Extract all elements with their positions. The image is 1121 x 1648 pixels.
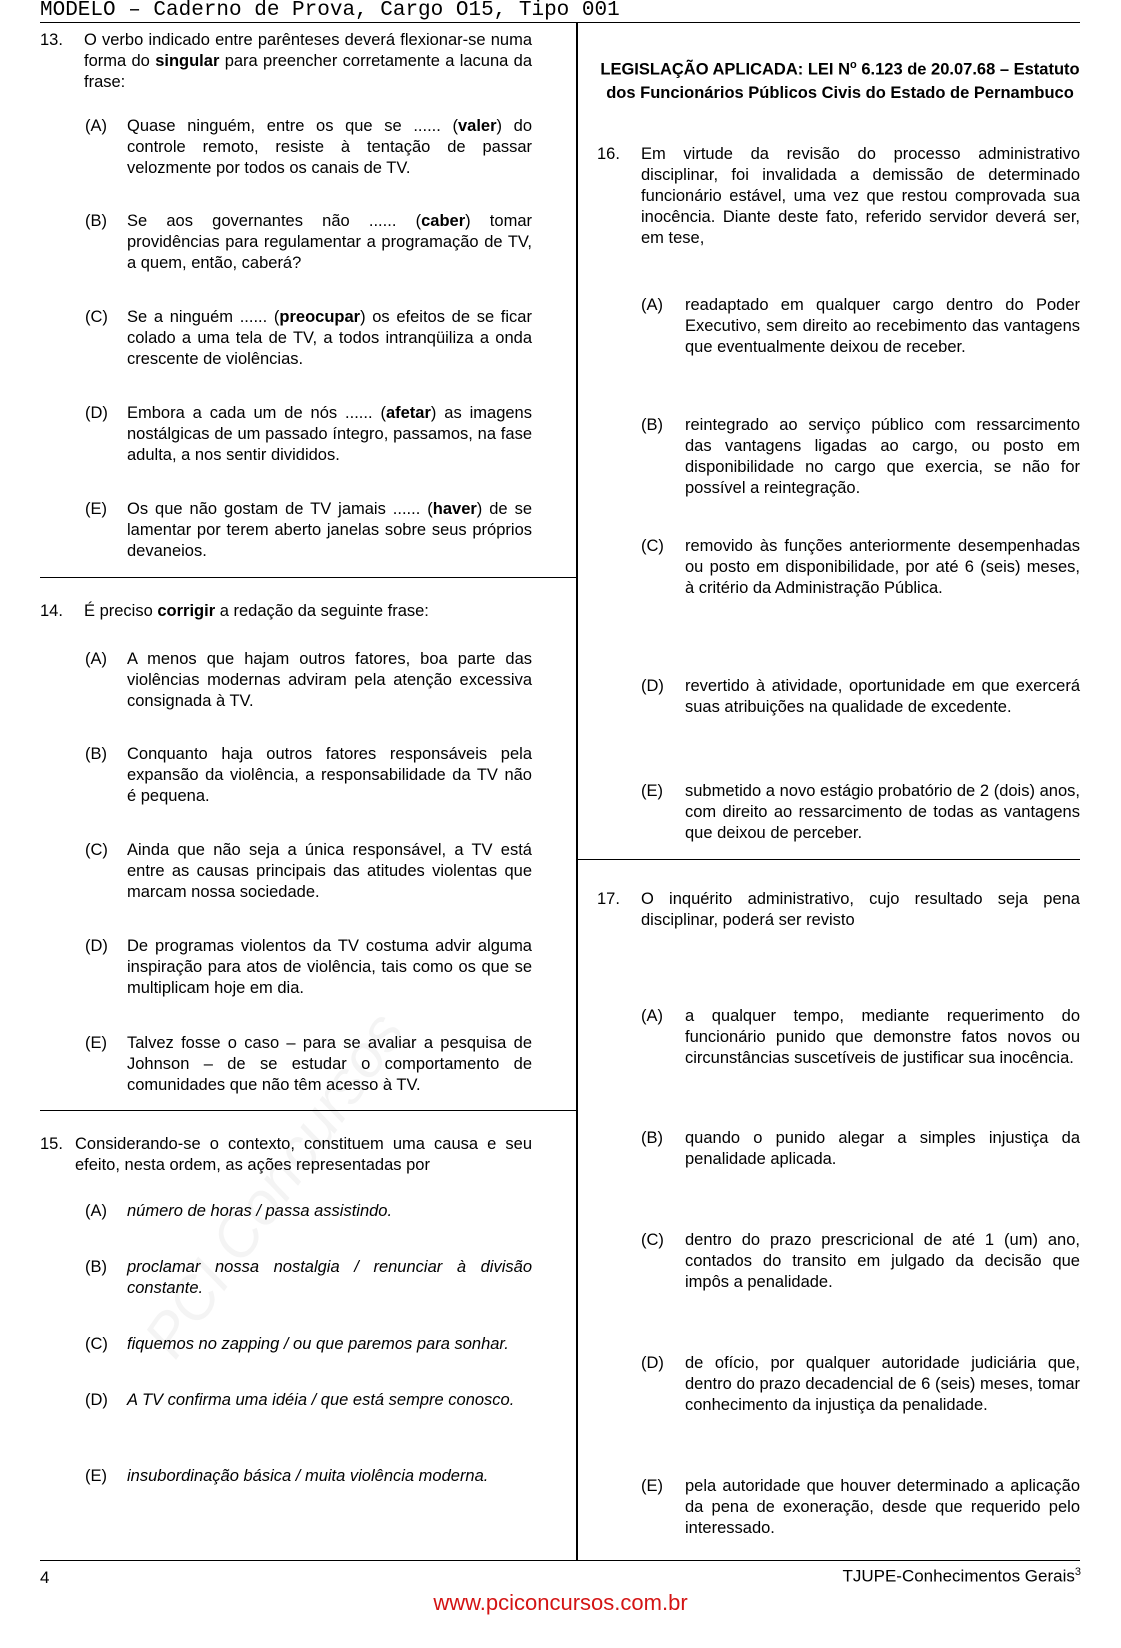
option-letter: (C) xyxy=(641,537,664,555)
page-number: 4 xyxy=(40,1568,50,1587)
option-letter: (B) xyxy=(85,212,107,230)
question-number: 15. xyxy=(40,1135,63,1153)
option-letter: (B) xyxy=(85,1258,107,1276)
legislation-title-prefix: LEGISLAÇÃO APLICADA: LEI N xyxy=(600,60,851,79)
option-text: Ainda que não seja a única responsável, a TV está entre as causas principais das atitudes violentas que marcam nossa sociedade. xyxy=(127,841,532,901)
option-letter: (A) xyxy=(641,296,663,314)
option-text: removido às funções anteriormente desempenhadas ou posto em disponibilidade, por até 6 (seis) meses, à critério da Administração Pública. xyxy=(685,537,1080,597)
legislation-title xyxy=(600,54,1080,105)
column-divider xyxy=(576,23,578,1560)
option-text: A TV confirma uma idéia / que está sempre conosco. xyxy=(127,1391,515,1409)
option-letter: (C) xyxy=(85,841,108,859)
question-number: 17. xyxy=(597,890,620,908)
option-letter: (E) xyxy=(85,1467,107,1485)
option-letter: (C) xyxy=(85,1335,108,1353)
option-letter: (D) xyxy=(641,1354,664,1372)
option-text: revertido à atividade, oportunidade em que exercerá suas atribuições na qualidade de excedente. xyxy=(685,677,1080,716)
option-letter: (D) xyxy=(85,937,108,955)
option-text: insubordinação básica / muita violência moderna. xyxy=(127,1467,489,1485)
question-number: 14. xyxy=(40,602,63,620)
option-letter: (A) xyxy=(85,117,107,135)
option-letter: (D) xyxy=(85,1391,108,1409)
option-text: Os que não gostam de TV jamais ...... (haver) de se lamentar por terem aberto janelas sobre seus próprios devaneios. xyxy=(127,500,532,560)
option-letter: (C) xyxy=(85,308,108,326)
option-letter: (C) xyxy=(641,1231,664,1249)
question-number: 16. xyxy=(597,145,620,163)
option-text: de ofício, por qualquer autoridade judiciária que, dentro do prazo decadencial de 6 (seis) meses, tomar conhecimento da injustiça da penalidade. xyxy=(685,1354,1080,1414)
option-text: reintegrado ao serviço público com ressarcimento das vantagens ligadas ao cargo, ou posto em disponibilidade no cargo que exercia, se não for possível a reintegração. xyxy=(685,416,1080,497)
option-text: submetido a novo estágio probatório de 2 (dois) anos, com direito ao ressarcimento de todas as vantagens que deixou de perceber. xyxy=(685,782,1080,842)
option-text: fiquemos no zapping / ou que paremos para sonhar. xyxy=(127,1335,509,1353)
option-text: Conquanto haja outros fatores responsáveis pela expansão da violência, a responsabilidade da TV não é pequena. xyxy=(127,745,532,805)
site-url[interactable]: www.pciconcursos.com.br xyxy=(433,1590,688,1615)
option-text: Talvez fosse o caso – para se avaliar a pesquisa de Johnson – de se estudar o comportamento de comunidades que não têm acesso à TV. xyxy=(127,1034,532,1094)
option-letter: (D) xyxy=(85,404,108,422)
option-text: Se a ninguém ...... (preocupar) os efeitos de se ficar colado a uma tela de TV, a todos intranqüiliza a onda crescente de violências. xyxy=(127,308,532,368)
question-number: 13. xyxy=(40,31,63,49)
option-text: Quase ninguém, entre os que se ...... (valer) do controle remoto, resiste à tentação de passar velozmente por todos os canais de TV. xyxy=(127,117,533,177)
exam-code-text: TJUPE-Conhecimentos Gerais xyxy=(842,1566,1075,1586)
option-text: Embora a cada um de nós ...... (afetar) as imagens nostálgicas de um passado íntegro, passamos, na fase adulta, a nos sentir divididos. xyxy=(127,404,532,464)
question-stem: O inquérito administrativo, cujo resultado seja pena disciplinar, poderá ser revisto xyxy=(641,890,1080,929)
question-stem: É preciso corrigir a redação da seguinte frase: xyxy=(84,602,429,620)
exam-code xyxy=(842,1566,1081,1587)
question-stem: Considerando-se o contexto, constituem uma causa e seu efeito, nesta ordem, as ações representadas por xyxy=(75,1135,532,1174)
option-letter: (E) xyxy=(85,1034,107,1052)
option-letter: (A) xyxy=(85,1202,107,1220)
option-text: De programas violentos da TV costuma advir alguma inspiração para atos de violência, tais como os que se multiplicam hoje em dia. xyxy=(127,937,532,997)
option-text: pela autoridade que houver determinado a aplicação da pena de exoneração, desde que requerido pelo interessado. xyxy=(685,1477,1080,1537)
option-text: quando o punido alegar a simples injustiça da penalidade aplicada. xyxy=(685,1129,1080,1168)
section-separator xyxy=(40,577,576,578)
option-letter: (E) xyxy=(85,500,107,518)
section-separator xyxy=(576,859,1080,860)
question-stem: O verbo indicado entre parênteses deverá flexionar-se numa forma do singular para preencher corretamente a lacuna da frase: xyxy=(84,31,532,91)
option-letter: (E) xyxy=(641,782,663,800)
option-text: readaptado em qualquer cargo dentro do Poder Executivo, sem direito ao recebimento das vantagens que eventualmente deixou de receber. xyxy=(685,296,1080,356)
option-letter: (B) xyxy=(641,1129,663,1147)
option-letter: (A) xyxy=(85,650,107,668)
legislation-title-suffix: 6.123 de 20.07.68 – Estatuto dos Funcionários Públicos Civis do Estado de Pernambuco xyxy=(606,60,1080,102)
option-letter: (B) xyxy=(641,416,663,434)
option-letter: (A) xyxy=(641,1007,663,1025)
option-letter: (E) xyxy=(641,1477,663,1495)
option-text: número de horas / passa assistindo. xyxy=(127,1202,393,1220)
option-letter: (B) xyxy=(85,745,107,763)
option-letter: (D) xyxy=(641,677,664,695)
option-text: a qualquer tempo, mediante requerimento do funcionário punido que demonstre fatos novos ou circunstâncias suscetíveis de justificar sua inocência. xyxy=(685,1007,1080,1067)
option-text: proclamar nossa nostalgia / renunciar à divisão constante. xyxy=(127,1258,532,1297)
option-text: dentro do prazo prescricional de até 1 (um) ano, contados do transito em julgado da decisão que impôs a penalidade. xyxy=(685,1231,1080,1291)
section-separator xyxy=(40,1110,576,1111)
option-text: A menos que hajam outros fatores, boa parte das violências modernas adviram pela atenção excessiva consignada à TV. xyxy=(127,650,532,710)
exam-code-sup: 3 xyxy=(1074,1566,1081,1578)
header-rule xyxy=(40,22,1080,23)
footer-rule xyxy=(40,1560,1080,1561)
question-stem: Em virtude da revisão do processo administrativo disciplinar, foi invalidada a demissão de determinado funcionário estável, uma vez que restou comprovada sua inocência. Diante deste fato, referido servidor deverá ser, em tese, xyxy=(641,145,1080,247)
legislation-title-sup: o xyxy=(850,59,857,71)
header-title: MODELO – Caderno de Prova, Cargo O15, Tipo 001 xyxy=(40,0,620,22)
option-text: Se aos governantes não ...... (caber) tomar providências para regulamentar a programação de TV, a quem, então, caberá? xyxy=(127,212,532,272)
